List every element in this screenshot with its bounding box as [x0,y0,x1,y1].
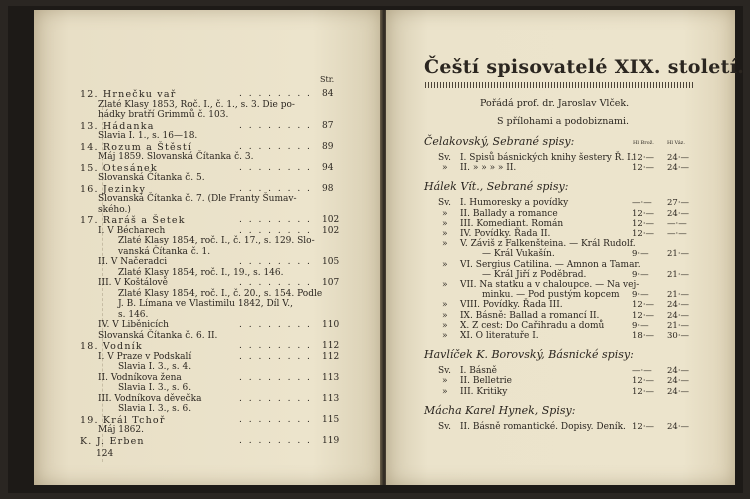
contents-entry-title: 13. Hádanka [80,120,155,132]
volume-prefix: » [442,239,448,250]
contents-page-number: 102 [322,215,340,225]
price-broz: 9·— [632,290,649,301]
price-broz: 12·— [632,376,655,387]
volume-title: II. Básně romantické. Dopisy. Deník. [460,421,626,432]
price-vaz: 24·— [667,153,690,163]
price-broz: 12·— [632,310,655,321]
volume-title: IX. Básně: Ballad a romancí II. [460,310,600,321]
volume-prefix: » [442,310,448,321]
contents-entry-detail: Zlaté Klasy 1853, Roč. I., č. 1., s. 3. Die po- [98,99,295,110]
contents-page-number: 113 [322,393,340,404]
contents-entry-detail: III. Vodníkova děvečka [98,393,202,404]
contents-entry-title: 18. Vodník [80,341,143,352]
contents-entry-detail: J. B. Límana ve Vlastimilu 1842, Díl V., [118,299,293,309]
contents-page-number: 115 [322,414,340,425]
leader-dots: . . . . . . . . [239,120,312,131]
contents-entry-detail: Slovanská Čítanka č. 6. II. [98,330,218,341]
contents-page-number: 110 [322,320,340,330]
contents-page-number: 84 [322,89,334,99]
price-broz: 12·— [632,421,655,432]
price-broz: 12·— [632,153,655,163]
price-vaz: 24·— [667,163,690,174]
price-vaz: 24·— [667,376,690,387]
volume-title: XI. O literatuře I. [460,331,539,341]
price-vaz: 30·— [667,331,690,341]
volume-title: II. Ballady a romance [460,208,558,219]
price-vaz: —·— [667,218,687,229]
contents-entry-detail: Slovanská Čítanka č. 5. [98,173,205,183]
price-vaz: 21·— [667,290,690,301]
volume-title: VIII. Povídky. Řada III. [460,300,563,311]
volume-prefix: » [442,218,448,229]
contents-entry-detail: Slavia I. 3., s. 6. [118,404,192,414]
price-broz: —·— [632,198,652,209]
price-broz: 12·— [632,218,655,229]
price-broz: 12·— [632,208,655,219]
volume-title: VI. Sergius Catilina. — Amnon a Tamar. [460,259,641,270]
volume-title: IV. Povídky. Řada II. [460,229,551,239]
contents-page-number: 87 [322,120,334,131]
volume-prefix: » [442,386,448,397]
price-broz: 12·— [632,386,655,397]
volume-prefix: Sv. [438,153,452,163]
price-vaz: 24·— [667,208,690,219]
contents-page-number: 105 [322,257,340,267]
volume-prefix: » [442,331,448,341]
contents-page-number: 119 [322,435,340,446]
price-broz: 12·— [632,229,655,239]
leader-dots: . . . . . . . . [239,141,312,152]
volume-title: II. » » » » II. [460,163,517,174]
leader-dots: . . . . . . . . [239,341,312,351]
contents-page-number: 113 [322,372,340,383]
volume-prefix: » [442,208,448,219]
price-vaz: 21·— [667,320,690,331]
contents-page-number: 94 [322,162,334,173]
volume-title: III. Komediant. Román [460,218,564,229]
contents-page-number: 89 [322,141,334,152]
price-vaz: 24·— [667,386,690,397]
left-page [34,10,382,485]
contents-entry-detail: II. V Načeradci [98,257,168,267]
contents-page-number: 107 [322,278,340,288]
contents-entry-title: 12. Hrnečku vař [80,89,177,100]
price-vaz: 24·— [667,310,690,321]
contents-entry-title: 14. Rozum a Štěstí [80,141,193,153]
author-section-heading: Mácha Karel Hynek, Spisy: [424,403,576,417]
contents-entry-detail: Zlaté Klasy 1854, roč. I., č. 17., s. 129. Slo- [118,236,315,246]
leader-dots: . . . . . . . . [239,351,312,362]
contents-entry-title: 16. Jezinky [80,183,147,195]
price-header-broz: Hl Brož. [633,140,654,146]
leader-dots: . . . . . . . . [239,372,312,383]
price-header-vaz: Hl Váz. [667,140,685,146]
volume-title: II. Belletrie [460,376,512,387]
contents-entry-detail: III. V Koštálově [98,278,168,288]
price-vaz: 24·— [667,421,690,432]
contents-entry-detail: s. 146. [118,309,149,320]
contents-entry-detail: ského.) [98,204,131,215]
price-vaz: 21·— [667,249,690,260]
leader-dots: . . . . . . . . [239,162,312,173]
contents-entry-detail: vanská Čítanka č. 1. [118,246,211,257]
contents-entry-detail: I. V Bécharech [98,225,166,236]
contents-entry-detail: Máj 1859. Slovanská Čítanka č. 3. [98,152,254,162]
volume-prefix: Sv. [438,198,452,209]
leader-dots: . . . . . . . . [239,257,312,267]
volume-prefix: » [442,259,448,270]
volume-prefix: » [442,320,448,331]
leader-dots: . . . . . . . . [239,183,312,194]
right-page [386,10,745,485]
price-vaz: 21·— [667,269,690,280]
leader-dots: . . . . . . . . [239,320,312,330]
volume-prefix: » [442,163,448,174]
price-vaz: 24·— [667,366,690,377]
contents-entry-detail: Zlaté Klasy 1854, roč. I., 19., s. 146. [118,267,284,278]
price-vaz: —·— [667,229,687,239]
leader-dots: . . . . . . . . [239,89,312,99]
volume-prefix: Sv. [438,421,452,432]
contents-entry-title: K. J. Erben [80,435,145,447]
contents-entry-detail: Slovanská Čítanka č. 7. (Dle Franty Šumav- [98,194,297,204]
volume-title: VII. Na statku a v chaloupce. — Na vej- [460,280,640,290]
price-vaz: 27·— [667,198,690,209]
page-number: 124 [96,449,114,459]
supplement-line: S přílohami a podobiznami. [497,116,630,127]
contents-entry-detail: Slavia I. 1., s. 16—18. [98,131,198,141]
contents-page-number: 98 [322,183,334,194]
price-vaz: 24·— [667,300,690,311]
leader-dots: . . . . . . . . [239,278,312,288]
page-column-header: Str. [320,75,335,84]
volume-prefix: » [442,280,448,290]
contents-entry-title: 19. Král Tchoř [80,414,166,426]
contents-entry-title: 15. Otesánek [80,162,158,174]
contents-entry-detail: Zlaté Klasy 1854, roč. I., č. 20., s. 154. Podle [118,288,323,299]
volume-title: I. Humoresky a povídky [460,198,569,209]
author-section-heading: Hálek Vít., Sebrané spisy: [424,180,569,194]
author-section-heading: Čelakovský, Sebrané spisy: [424,135,575,148]
volume-title: I. Spisů básnických knihy šestery Ř. I. [460,153,634,163]
author-section-heading: Havlíček K. Borovský, Básnické spisy: [424,348,634,362]
volume-title: X. Z cest: Do Cařihradu a domů [460,320,605,331]
volume-prefix: » [442,300,448,311]
series-title: Čeští spisovatelé XIX. století. [424,56,745,78]
contents-entry-title: 17. Raráš a Šetek [80,215,186,226]
volume-prefix: » [442,229,448,239]
open-book [8,6,743,493]
price-broz: 12·— [632,163,655,174]
contents-page-number: 112 [322,341,340,351]
volume-prefix: » [442,376,448,387]
price-broz: 9·— [632,269,649,280]
contents-page-number: 102 [322,225,340,236]
volume-title: V. Záviš z Falkenšteina. — Král Rudolf. [460,239,636,250]
title-rule [425,82,694,88]
volume-title: — Král Vukašín. [482,249,555,260]
contents-entry-detail: IV. V Liběnicích [98,320,169,330]
price-broz: —·— [632,366,652,377]
price-broz: 18·— [632,331,655,341]
volume-title: I. Básně [460,366,497,377]
editor-line: Pořádá prof. dr. Jaroslav Vlček. [480,98,630,109]
contents-entry-detail: Máj 1862. [98,425,144,435]
price-broz: 9·— [632,320,649,331]
leader-dots: . . . . . . . . [239,215,312,225]
leader-dots: . . . . . . . . [239,414,312,425]
contents-entry-detail: Slavia I. 3., s. 6. [118,383,192,393]
volume-title: — Král Jiří z Poděbrad. [482,269,587,280]
leader-dots: . . . . . . . . [239,225,312,236]
contents-entry-detail: Slavia I. 3., s. 4. [118,362,192,372]
volume-prefix: Sv. [438,366,452,377]
price-broz: 12·— [632,300,655,311]
leader-dots: . . . . . . . . [239,435,312,446]
contents-page-number: 112 [322,351,340,362]
price-broz: 9·— [632,249,649,260]
volume-title: III. Kritiky [460,386,508,397]
contents-entry-detail: I. V Praze v Podskalí [98,351,192,362]
contents-entry-detail: II. Vodníkova žena [98,372,182,383]
volume-title: minku. — Pod pustým kopcem [482,290,620,301]
leader-dots: . . . . . . . . [239,393,312,404]
contents-entry-detail: hádky bratří Grimmů č. 103. [98,110,229,120]
